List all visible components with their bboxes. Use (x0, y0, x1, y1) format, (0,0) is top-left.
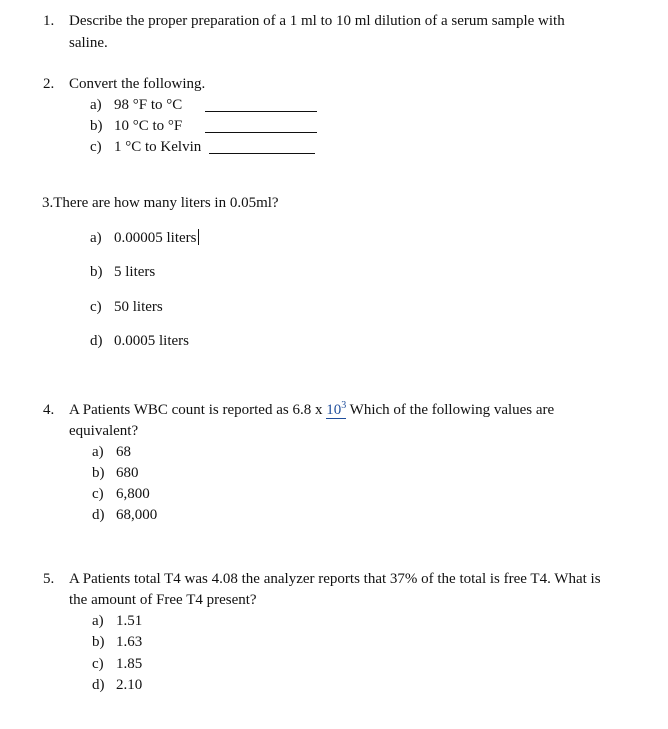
option-label: a) (90, 230, 102, 246)
option-text: 1.63 (116, 634, 143, 650)
question-text-start: A Patients WBC count is reported as 6.8 x (69, 402, 327, 418)
exponent-hyperlink[interactable] (326, 402, 346, 419)
option-text: 10 °C to °F (114, 118, 183, 134)
answer-blank-b[interactable] (205, 118, 317, 133)
question-text (69, 400, 554, 421)
option-c (92, 484, 150, 505)
option-label: a) (90, 97, 102, 113)
question-text-continued: the amount of Free T4 present? (69, 592, 257, 608)
option-text: 98 °F to °C (114, 97, 183, 113)
option-text: 0.0005 liters (114, 333, 189, 349)
question-text: Convert the following. (69, 76, 206, 92)
question-text: A Patients total T4 was 4.08 the analyzer reports that 37% of the total is free T4. What is (69, 571, 601, 587)
option-d (92, 505, 157, 526)
option-b (90, 262, 155, 283)
option-a (90, 228, 199, 249)
option-c (90, 137, 201, 158)
option-label: b) (92, 465, 105, 481)
text-cursor (198, 229, 199, 245)
option-text: 68 (116, 444, 131, 460)
option-a (92, 611, 142, 632)
question-number: 1. (43, 13, 55, 29)
option-label: a) (92, 613, 104, 629)
option-a (90, 95, 182, 116)
option-d (92, 675, 142, 696)
question-text: Describe the proper preparation of a 1 ml to 10 ml dilution of a serum sample with (69, 13, 565, 29)
option-text: 1 °C to Kelvin (114, 139, 202, 155)
question-3 (42, 193, 279, 214)
option-b (92, 632, 142, 653)
option-text: 5 liters (114, 264, 156, 280)
option-label: b) (90, 118, 103, 134)
answer-blank-c[interactable] (209, 139, 315, 154)
option-b (90, 116, 182, 137)
option-text: 6,800 (116, 486, 150, 502)
exponent-base: 10 (326, 402, 342, 418)
question-number: 2. (43, 76, 55, 92)
question-text-continued: saline. (69, 35, 108, 51)
option-label: d) (92, 677, 105, 693)
question-text: 3.There are how many liters in 0.05ml? (42, 195, 279, 211)
option-text: 0.00005 liters (114, 230, 197, 246)
option-d (90, 331, 189, 352)
option-label: b) (90, 264, 103, 280)
question-number: 5. (43, 571, 55, 587)
option-text: 68,000 (116, 507, 158, 523)
answer-blank-a[interactable] (205, 97, 317, 112)
option-label: c) (92, 656, 104, 672)
option-label: d) (90, 333, 103, 349)
question-text-continued: equivalent? (69, 423, 139, 439)
option-text: 680 (116, 465, 139, 481)
option-text: 1.51 (116, 613, 143, 629)
option-text: 2.10 (116, 677, 143, 693)
option-c (92, 654, 142, 675)
option-text: 50 liters (114, 299, 163, 315)
question-text-end: Which of the following values are (346, 402, 555, 418)
option-a (92, 442, 131, 463)
option-label: a) (92, 444, 104, 460)
option-label: d) (92, 507, 105, 523)
question-number: 4. (43, 402, 55, 418)
option-text: 1.85 (116, 656, 143, 672)
exponent-power: 3 (341, 400, 347, 411)
option-label: c) (90, 299, 102, 315)
option-label: b) (92, 634, 105, 650)
option-label: c) (90, 139, 102, 155)
option-label: c) (92, 486, 104, 502)
option-b (92, 463, 139, 484)
option-c (90, 297, 163, 318)
